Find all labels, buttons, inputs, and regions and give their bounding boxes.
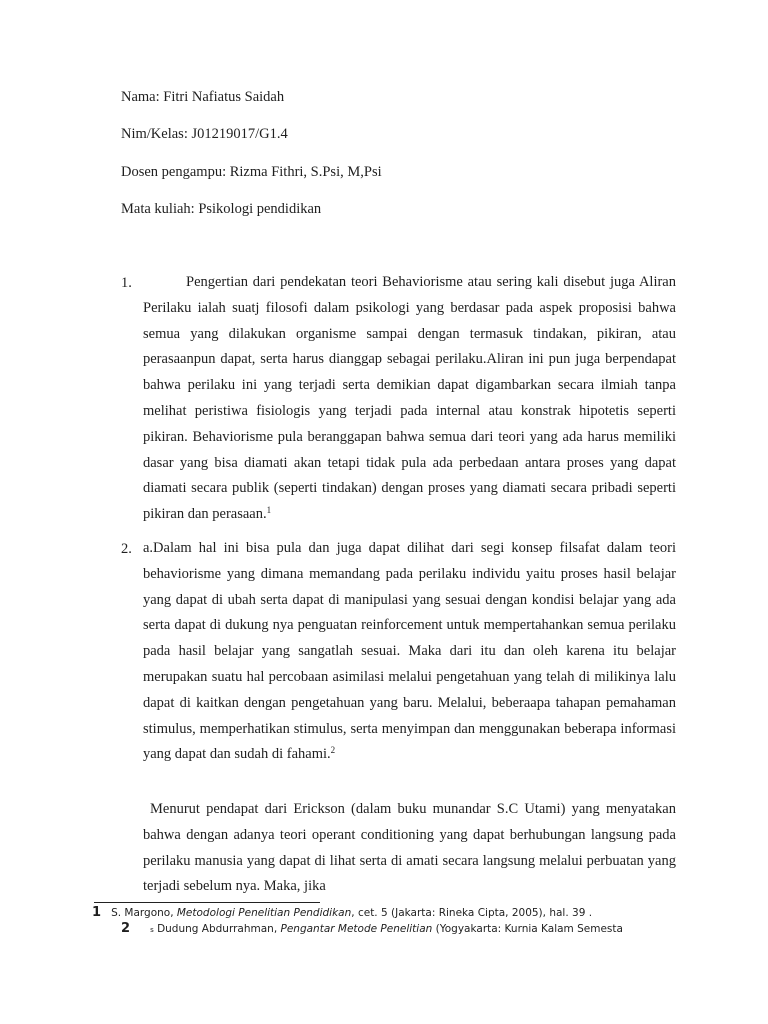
footnote-details: , cet. 5 (Jakarta: Rineka Cipta, 2005), hal. 39 .: [351, 907, 593, 919]
footnote-number: 2: [121, 921, 131, 936]
footnote-1: [92, 905, 592, 920]
footnote-title: Pengantar Metode Penelitian: [280, 923, 433, 935]
body-paragraph: [143, 797, 676, 900]
footnote-author: S. Margono,: [111, 907, 177, 919]
item-text: [143, 270, 676, 528]
student-name: Nama: Fitri Nafiatus Saidah: [121, 89, 285, 105]
footnote-ref[interactable]: 2: [330, 745, 336, 756]
item-number: 2.: [121, 541, 132, 557]
item-body: a.Dalam hal ini bisa pula dan juga dapat dilihat dari segi konsep filsafat dalam teori behaviorisme yang dimana memandang pada perilaku individu yaitu proses hasil belajar yang dapat di ubah serta dapat di manipulasi yang sesuai dengan kondisi belajar yang ada serta dapat di dukung nya penguatan reinforcement untuk mempertahankan semua perilaku pada hasil belajar yang sangatlah sesuai. Maka dari itu dan oleh karena itu belajar merupakan suatu hal percobaan asimilasi melalui pengetahuan yang telah di milikinya lalu dapat di kaitkan dengan pengetahuan yang baru. Melalui, beberaapa tahapan pemahaman stimulus, memperhatikan stimulus, serta menyimpan dan menggunakan beberapa informasi yang dapat dan sudah di fahami.: [143, 540, 676, 763]
answer-item-2: [121, 536, 676, 768]
footnote-details: (Yogyakarta: Kurnia Kalam Semesta: [432, 923, 623, 935]
item-text: [143, 536, 676, 768]
item-number: 1.: [121, 275, 132, 291]
footnote-separator: [94, 902, 320, 903]
lecturer: Dosen pengampu: Rizma Fithri, S.Psi, M,Psi: [121, 164, 382, 180]
course-name: Mata kuliah: Psikologi pendidikan: [121, 201, 322, 217]
footnote-ref[interactable]: 1: [266, 505, 272, 516]
footnote-number: 1: [92, 905, 102, 920]
footnote-2: [121, 921, 623, 936]
footnote-title: Metodologi Penelitian Pendidikan: [176, 907, 352, 919]
paragraph-text: Menurut pendapat dari Erickson (dalam buku munandar S.C Utami) yang menyatakan bahwa dengan adanya teori operant conditioning yang dapat berhubungan langsung pada perilaku manusia yang dapat di lihat serta di amati secara langsung melalui perbuatan yang terjadi sebelum nya. Maka, jika: [143, 801, 676, 895]
student-id-class: Nim/Kelas: J01219017/G1.4: [121, 126, 288, 142]
footnote-mark: s: [150, 926, 154, 934]
footnote-author: Dudung Abdurrahman,: [153, 923, 281, 935]
item-body: Pengertian dari pendekatan teori Behaviorisme atau sering kali disebut juga Aliran Perilaku ialah suatj filosofi dalam psikologi yang berdasar pada aspek proposisi bahwa semua yang dilakukan organisme sampai dengan termasuk tindakan, pikiran, atau perasaanpun dapat, serta harus dianggap sebagai perilaku.Aliran ini pun juga berpendapat bahwa perilaku ini yang terjadi serta demikian dapat digambarkan secara ilmiah tanpa melihat peristiwa fisiologis yang terjadi pada internal atau konstrak hipotetis seperti pikiran. Behaviorisme pula beranggapan bahwa semua dari teori yang ada harus memiliki dasar yang bisa diamati akan tetapi tidak pula ada perbedaan antara proses yang dapat diamati secara publik (seperti tindakan) dengan proses yang diamati secara pribadi seperti pikiran dan perasaan.: [143, 274, 676, 523]
answer-item-1: [121, 270, 676, 528]
